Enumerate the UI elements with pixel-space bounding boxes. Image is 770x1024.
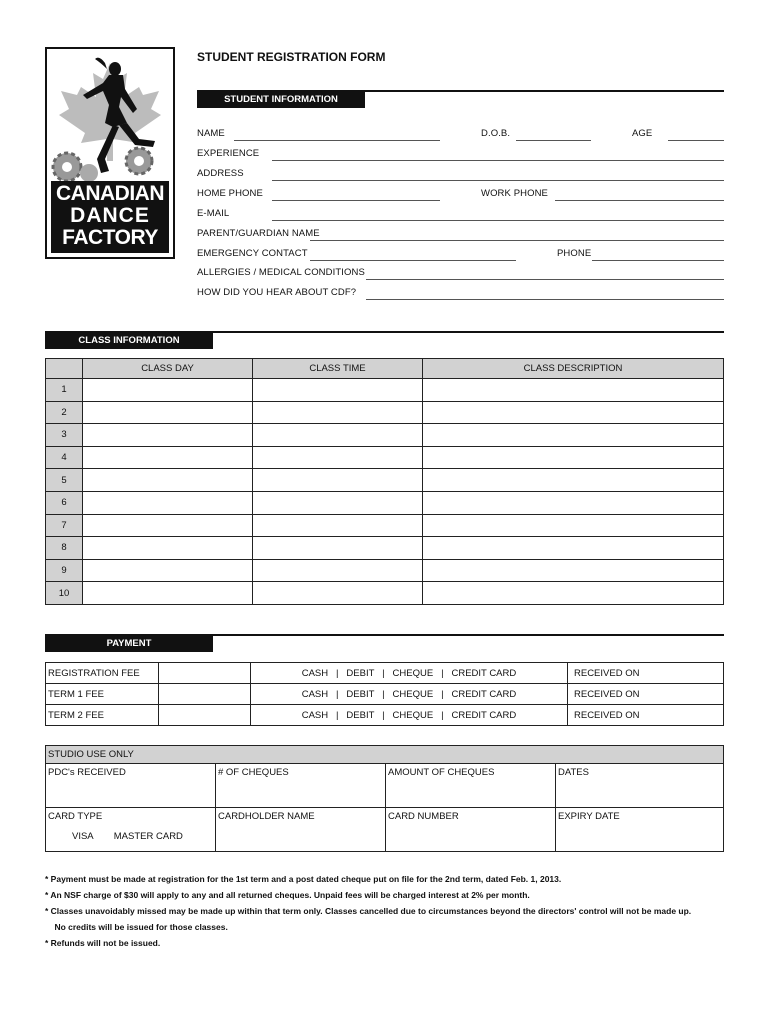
class-description-cell[interactable] — [423, 537, 724, 560]
fee-amount-cell[interactable] — [159, 663, 251, 684]
note-credits: No credits will be issued for those classes. — [45, 922, 228, 932]
logo-text-dance: DANCE — [70, 204, 150, 227]
payment-header: PAYMENT — [45, 635, 213, 652]
class-day-cell[interactable] — [83, 379, 253, 402]
class-day-cell[interactable] — [83, 537, 253, 560]
class-time-cell[interactable] — [253, 491, 423, 514]
class-description-header: CLASS DESCRIPTION — [423, 359, 724, 379]
class-row-number: 6 — [46, 491, 83, 514]
class-row — [46, 514, 724, 537]
card-number-cell[interactable] — [386, 808, 556, 852]
class-time-cell[interactable] — [253, 537, 423, 560]
pdc-received-cell[interactable] — [46, 764, 216, 808]
class-row — [46, 559, 724, 582]
logo-text-factory: FACTORY — [62, 226, 158, 249]
payment-table — [45, 662, 724, 726]
studio-table — [45, 745, 724, 852]
class-row-number: 3 — [46, 424, 83, 447]
payment-row — [46, 705, 724, 726]
expiry-cell[interactable] — [556, 808, 724, 852]
class-day-cell[interactable] — [83, 401, 253, 424]
logo — [45, 47, 175, 259]
guardian-field[interactable] — [310, 240, 724, 241]
cardholder-cell[interactable] — [216, 808, 386, 852]
student-info-header: STUDENT INFORMATION — [197, 91, 365, 108]
home-phone-field[interactable] — [272, 200, 440, 201]
class-description-cell[interactable] — [423, 424, 724, 447]
num-cheques-label: # OF CHEQUES — [218, 767, 289, 778]
class-time-cell[interactable] — [253, 424, 423, 447]
payment-methods[interactable]: CASH | DEBIT | CHEQUE | CREDIT CARD — [251, 705, 568, 726]
class-row-number: 10 — [46, 582, 83, 605]
payment-methods[interactable]: CASH | DEBIT | CHEQUE | CREDIT CARD — [251, 663, 568, 684]
received-on-label: RECEIVED ON — [568, 663, 724, 684]
class-info-header: CLASS INFORMATION — [45, 332, 213, 349]
class-day-cell[interactable] — [83, 582, 253, 605]
class-row-number: 5 — [46, 469, 83, 492]
class-time-cell[interactable] — [253, 446, 423, 469]
fee-amount-cell[interactable] — [159, 705, 251, 726]
emergency-label: EMERGENCY CONTACT — [197, 248, 308, 259]
class-row-number: 7 — [46, 514, 83, 537]
class-time-cell[interactable] — [253, 559, 423, 582]
class-day-cell[interactable] — [83, 469, 253, 492]
class-day-cell[interactable] — [83, 424, 253, 447]
heard-field[interactable] — [366, 299, 724, 300]
class-description-cell[interactable] — [423, 401, 724, 424]
email-label: E-MAIL — [197, 208, 230, 219]
allergies-field[interactable] — [366, 279, 724, 280]
class-time-cell[interactable] — [253, 401, 423, 424]
name-label: NAME — [197, 128, 225, 139]
dates-label: DATES — [558, 767, 589, 778]
card-type-label: CARD TYPE — [48, 811, 103, 822]
address-label: ADDRESS — [197, 168, 244, 179]
class-description-cell[interactable] — [423, 469, 724, 492]
master-card-option[interactable]: MASTER CARD — [113, 831, 183, 842]
class-day-header: CLASS DAY — [83, 359, 253, 379]
card-type-cell[interactable] — [46, 808, 216, 852]
dates-cell[interactable] — [556, 764, 724, 808]
class-table — [45, 358, 724, 605]
work-phone-field[interactable] — [555, 200, 724, 201]
fee-label: TERM 2 FEE — [46, 705, 159, 726]
class-row — [46, 379, 724, 402]
note-payment: * Payment must be made at registration for the 1st term and a post dated cheque put on file for the 2nd term, dated Feb. 1, 2013. — [45, 874, 562, 884]
class-day-cell[interactable] — [83, 491, 253, 514]
payment-methods[interactable]: CASH | DEBIT | CHEQUE | CREDIT CARD — [251, 684, 568, 705]
num-cheques-cell[interactable] — [216, 764, 386, 808]
age-field[interactable] — [668, 140, 724, 141]
emergency-phone-field[interactable] — [592, 260, 724, 261]
form-title: STUDENT REGISTRATION FORM — [197, 50, 386, 64]
class-row — [46, 469, 724, 492]
class-time-cell[interactable] — [253, 469, 423, 492]
class-row — [46, 491, 724, 514]
class-row — [46, 582, 724, 605]
received-on-label: RECEIVED ON — [568, 705, 724, 726]
dob-label: D.O.B. — [481, 128, 511, 139]
class-time-cell[interactable] — [253, 582, 423, 605]
cardholder-label: CARDHOLDER NAME — [218, 811, 315, 822]
dob-field[interactable] — [516, 140, 591, 141]
heard-label: HOW DID YOU HEAR ABOUT CDF? — [197, 287, 357, 298]
class-day-cell[interactable] — [83, 446, 253, 469]
class-row — [46, 424, 724, 447]
email-field[interactable] — [272, 220, 724, 221]
class-description-cell[interactable] — [423, 379, 724, 402]
class-description-cell[interactable] — [423, 491, 724, 514]
class-day-cell[interactable] — [83, 559, 253, 582]
emergency-field[interactable] — [310, 260, 516, 261]
fee-amount-cell[interactable] — [159, 684, 251, 705]
amount-cheques-cell[interactable] — [386, 764, 556, 808]
class-table-corner — [46, 359, 83, 379]
expiry-label: EXPIRY DATE — [558, 811, 620, 822]
class-row-number: 2 — [46, 401, 83, 424]
class-description-cell[interactable] — [423, 514, 724, 537]
class-row-number: 9 — [46, 559, 83, 582]
fee-label: TERM 1 FEE — [46, 684, 159, 705]
experience-label: EXPERIENCE — [197, 148, 260, 159]
payment-row — [46, 663, 724, 684]
class-row-number: 1 — [46, 379, 83, 402]
class-description-cell[interactable] — [423, 559, 724, 582]
class-row-number: 8 — [46, 537, 83, 560]
received-on-label: RECEIVED ON — [568, 684, 724, 705]
class-row — [46, 401, 724, 424]
class-description-cell[interactable] — [423, 582, 724, 605]
pdc-received-label: PDC's RECEIVED — [48, 767, 126, 778]
fee-label: REGISTRATION FEE — [46, 663, 159, 684]
class-row — [46, 446, 724, 469]
logo-text-canadian: CANADIAN — [56, 182, 164, 205]
work-phone-label: WORK PHONE — [481, 188, 548, 199]
visa-option[interactable]: VISA — [72, 831, 94, 842]
age-label: AGE — [632, 128, 653, 139]
home-phone-label: HOME PHONE — [197, 188, 263, 199]
guardian-label: PARENT/GUARDIAN NAME — [197, 228, 320, 239]
experience-field[interactable] — [272, 160, 724, 161]
note-refunds: * Refunds will not be issued. — [45, 938, 161, 948]
class-row — [46, 537, 724, 560]
class-time-cell[interactable] — [253, 514, 423, 537]
studio-header: STUDIO USE ONLY — [46, 746, 724, 764]
address-field[interactable] — [272, 180, 724, 181]
payment-row — [46, 684, 724, 705]
note-nsf: * An NSF charge of $30 will apply to any and all returned cheques. Unpaid fees will be charged interest at 2% per month. — [45, 890, 530, 900]
name-field[interactable] — [234, 140, 440, 141]
class-time-header: CLASS TIME — [253, 359, 423, 379]
emergency-phone-label: PHONE — [557, 248, 592, 259]
class-time-cell[interactable] — [253, 379, 423, 402]
note-missed: * Classes unavoidably missed may be made up within that term only. Classes cancelled due to circumstances beyond the directors' control will not be made up. — [45, 906, 692, 916]
class-description-cell[interactable] — [423, 446, 724, 469]
class-day-cell[interactable] — [83, 514, 253, 537]
class-table-header-row — [46, 359, 724, 379]
card-number-label: CARD NUMBER — [388, 811, 459, 822]
class-row-number: 4 — [46, 446, 83, 469]
allergies-label: ALLERGIES / MEDICAL CONDITIONS — [197, 267, 365, 278]
amount-cheques-label: AMOUNT OF CHEQUES — [388, 767, 495, 778]
